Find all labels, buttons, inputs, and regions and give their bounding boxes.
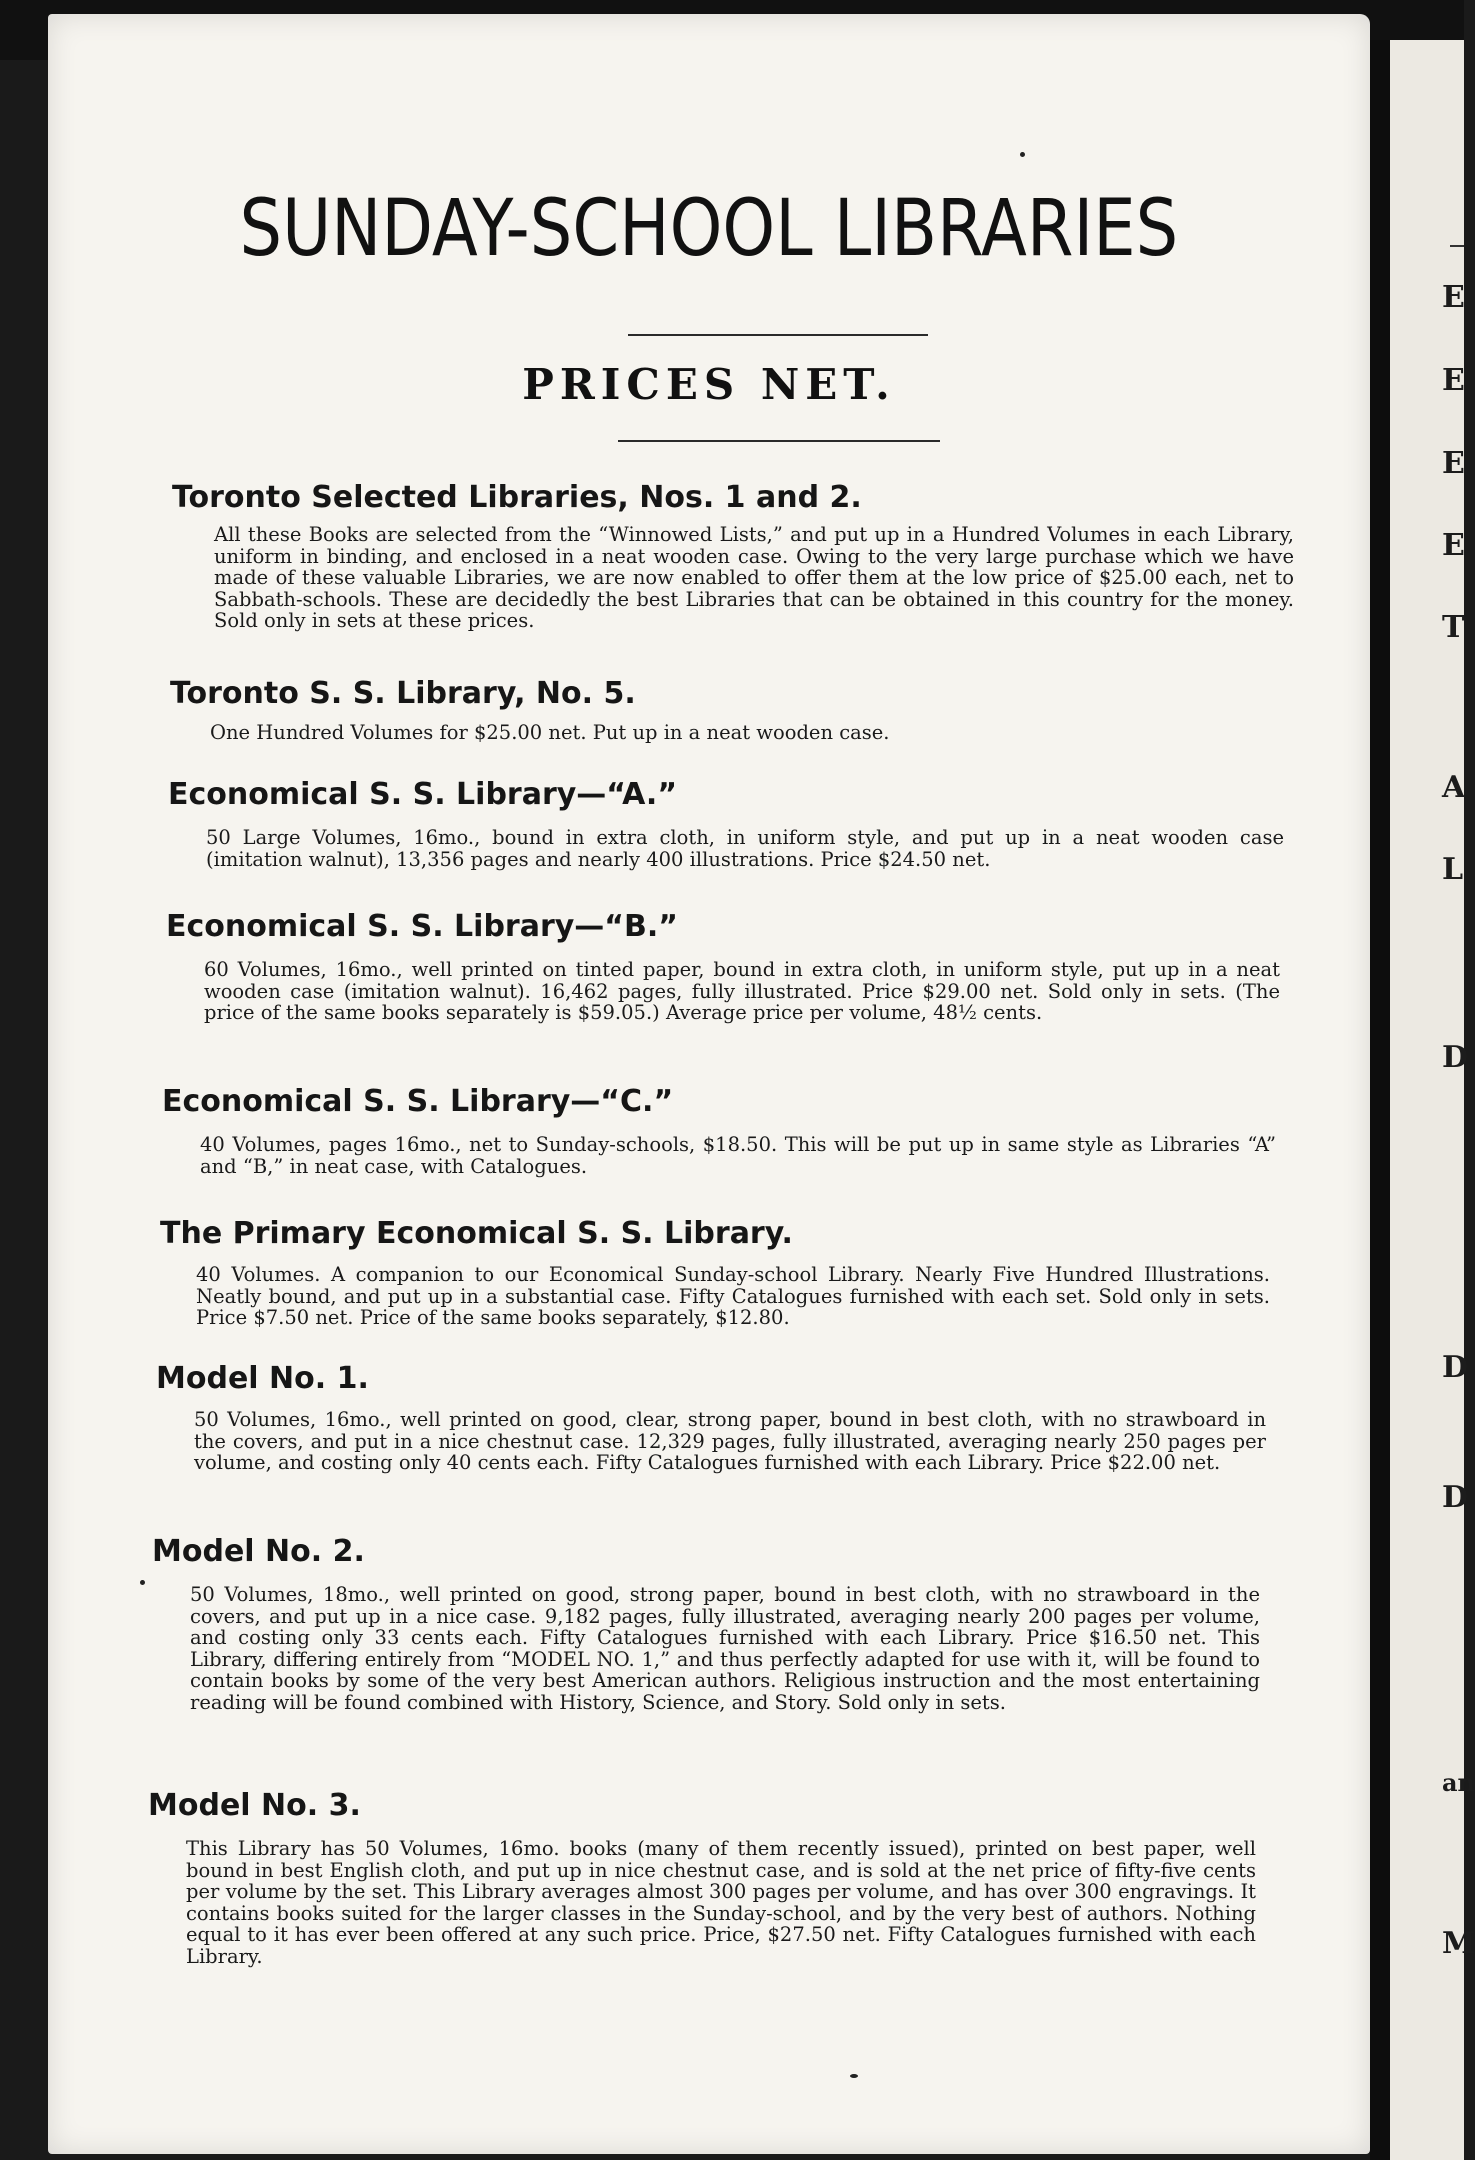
entry-description: 60 Volumes, 16mo., well printed on tinted paper, bound in extra cloth, in uniform style, put up in a neat wooden case (imitation walnut). 16,462 pages, fully illustrated. Price $29.00 net. Sold only in sets. (The price of the same books separately is $59.05.) Average price per volume, 48½ cents. (204, 958, 1280, 1024)
adjacent-page-edge (1390, 40, 1475, 2160)
title-rule-top (628, 334, 928, 336)
edge-letter: E (1442, 363, 1465, 398)
edge-letter: an (1442, 1768, 1475, 1797)
entry-description: 50 Volumes, 16mo., well printed on good, clear, strong paper, bound in best cloth, with no strawboard in the covers, and put in a nice chestnut case. 12,329 pages, fully illustrated, averaging nearly 250 pages per volume, and costing only 40 cents each. Fifty Catalogues furnished with each Library. Price $22.00 net. (194, 1408, 1266, 1474)
entry-title: Economical S. S. Library—“C.” (162, 1084, 674, 1119)
edge-letter: T (1442, 610, 1465, 645)
entry-description: 40 Volumes, pages 16mo., net to Sunday-schools, $18.50. This will be put up in same style as Libraries “A” and “B,” in neat case, with Catalogues. (200, 1133, 1276, 1178)
edge-letter: E (1442, 280, 1465, 315)
edge-rule (1450, 245, 1464, 247)
entry-description: This Library has 50 Volumes, 16mo. books (many of them recently issued), printed on best paper, well bound in best English cloth, and put up in nice chestnut case, and is sold at the net price of fifty-five cents per volume by the set. This Library averages almost 300 pages per volume, and has over 300 engravings. It contains books suited for the larger classes in the Sunday-school, and by the very best of authors. Nothing equal to it has ever been offered at any such price. Price, $27.50 net. Fifty Catalogues furnished with each Library. (186, 1837, 1256, 1968)
entry-description: One Hundred Volumes for $25.00 net. Put up in a neat wooden case. (210, 721, 890, 744)
entry-description: 40 Volumes. A companion to our Economical Sunday-school Library. Nearly Five Hundred Illustrations. Neatly bound, and put up in a substantial case. Fifty Catalogues furnished with each set. Sold only in sets. Price $7.50 net. Price of the same books separately, $12.80. (196, 1263, 1270, 1329)
paper-speck (850, 2074, 858, 2078)
library-entry (170, 676, 1290, 744)
entry-title: The Primary Economical S. S. Library. (160, 1216, 793, 1251)
paper-speck (1020, 152, 1025, 157)
library-entry (156, 1361, 1266, 1474)
entry-description: 50 Volumes, 18mo., well printed on good, strong paper, bound in best cloth, with no strawboard in the covers, and put up in a nice case. 9,182 pages, fully illustrated, averaging nearly 200 pages per volume, and costing only 33 cents each. Fifty Catalogues furnished with each Library. Price $16.50 net. This Library, differing entirely from “MODEL NO. 1,” and thus perfectly adapted for use with it, will be found to contain books by some of the very best American authors. Religious instruction and the most entertaining reading will be found combined with History, Science, and Story. Sold only in sets. (190, 1583, 1260, 1714)
edge-letter: A (1442, 770, 1466, 805)
edge-letter: L (1442, 852, 1464, 887)
library-entry (172, 480, 1294, 632)
edge-letter: D (1442, 1040, 1469, 1075)
page-title: SUNDAY-SCHOOL LIBRARIES (239, 184, 1179, 274)
entry-description: 50 Large Volumes, 16mo., bound in extra cloth, in uniform style, and put up in a neat wooden case (imitation walnut), 13,356 pages and nearly 400 illustrations. Price $24.50 net. (206, 826, 1284, 871)
entry-title: Toronto S. S. Library, No. 5. (170, 676, 636, 711)
library-entry (166, 909, 1280, 1024)
paper-speck (140, 1580, 145, 1585)
edge-letter: M (1442, 1926, 1475, 1961)
title-rule-bottom (618, 440, 940, 442)
library-entry (168, 777, 1284, 870)
page-subtitle: PRICES NET. (522, 360, 896, 409)
entry-title: Toronto Selected Libraries, Nos. 1 and 2. (172, 480, 862, 515)
book-gutter (1370, 40, 1390, 2160)
entry-description: All these Books are selected from the “Winnowed Lists,” and put up in a Hundred Volumes in each Library, uniform in binding, and enclosed in a neat wooden case. Owing to the very large purchase which we have made of these valuable Libraries, we are now enabled to offer them at the low price of $25.00 each, net to Sabbath-schools. These are decidedly the best Libraries that can be obtained in this country for the money. Sold only in sets at these prices. (214, 523, 1294, 632)
entry-title: Economical S. S. Library—“B.” (166, 909, 679, 944)
edge-letter: D (1442, 1480, 1469, 1515)
library-entry (162, 1084, 1276, 1177)
document-page (48, 14, 1370, 2154)
edge-letter: E (1442, 446, 1465, 481)
library-entry (152, 1534, 1260, 1713)
entry-title: Model No. 1. (156, 1361, 369, 1396)
edge-letter: D (1442, 1350, 1469, 1385)
entry-title: Model No. 2. (152, 1534, 365, 1569)
entry-title: Economical S. S. Library—“A.” (168, 777, 678, 812)
entry-title: Model No. 3. (148, 1788, 361, 1823)
library-entry (160, 1216, 1270, 1329)
library-entry (148, 1788, 1256, 1967)
edge-letter: E (1442, 528, 1465, 563)
